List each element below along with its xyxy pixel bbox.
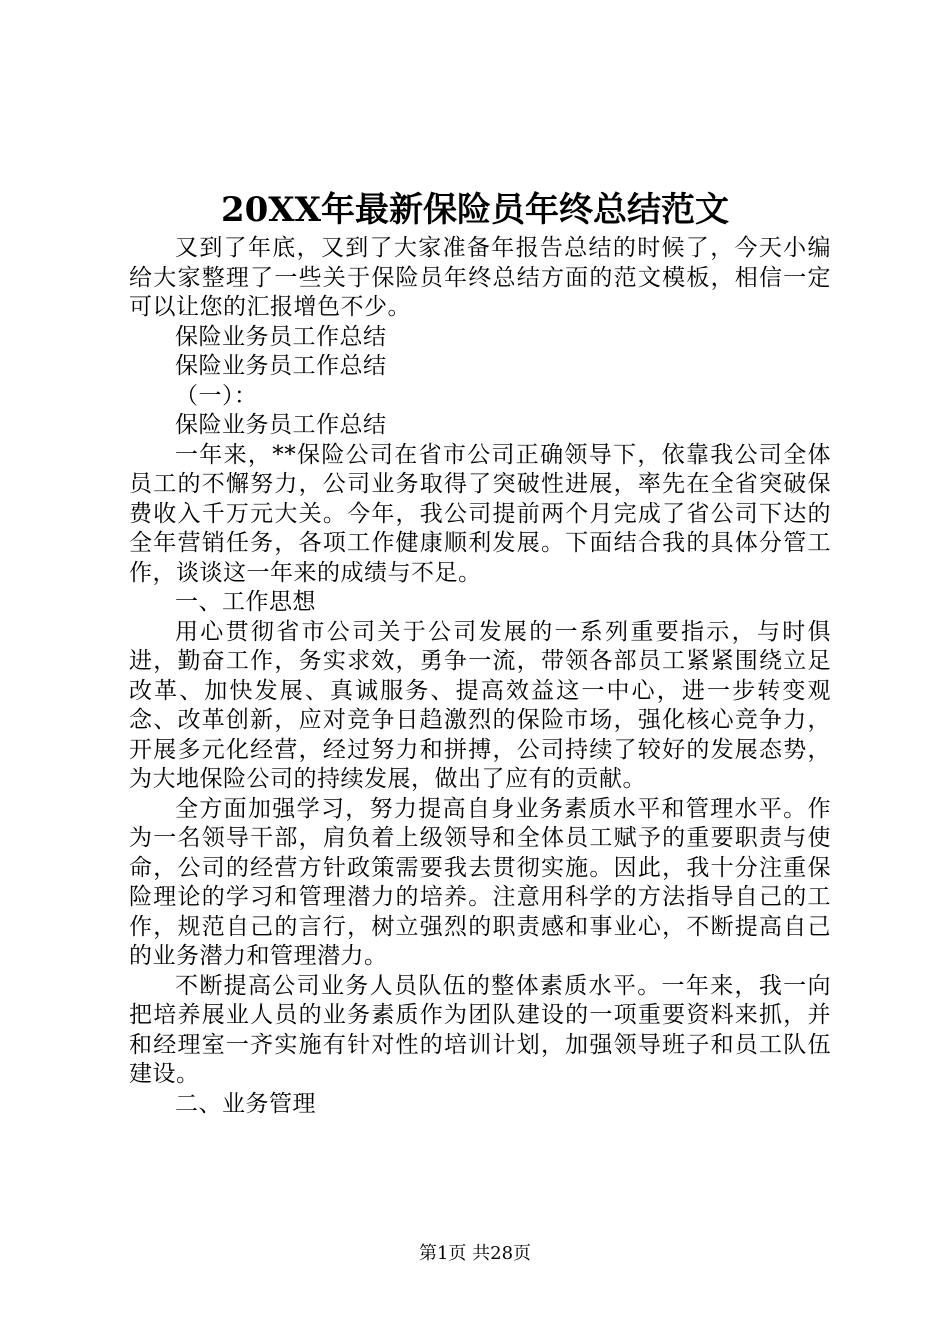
section-heading-business-management: 二、业务管理 xyxy=(175,1090,316,1117)
paragraph-body: 一年来，**保险公司在省市公司正确领导下，依靠我公司全体员工的不懈努力，公司业务取得了突破性进展，率先在全省突破保费收入千万元大关。今年，我公司提前两个月完成了省公司下达的全年营销任务，各项工作健康顺利发展。下面结合我的具体分管工作，谈谈这一年来的成绩与不足。 xyxy=(129,441,831,586)
document-title: 20XX年最新保险员年终总结范文 xyxy=(220,190,730,230)
paragraph-intro: 又到了年底，又到了大家准备年报告总结的时候了，今天小编给大家整理了一些关于保险员年终总结方面的范文模板，相信一定可以让您的汇报增色不少。 xyxy=(129,235,831,320)
paragraph-heading: 保险业务员工作总结 xyxy=(175,353,387,379)
section-heading-work-thinking: 一、工作思想 xyxy=(175,589,316,615)
paragraph-heading: 保险业务员工作总结 xyxy=(175,412,387,438)
paragraph-body: 全方面加强学习，努力提高自身业务素质水平和管理水平。作为一名领导干部，肩负着上级领导和全体员工赋予的重要职责与使命，公司的经营方针政策需要我去贯彻实施。因此，我十分注重保险理论的学习和管理潜力的培养。注意用科学的方法指导自己的工作，规范自己的言行，树立强烈的职责感和事业心，不断提高自己的业务潜力和管理潜力。 xyxy=(129,795,831,969)
document-body xyxy=(129,234,831,1119)
paragraph-heading: 保险业务员工作总结 xyxy=(175,323,387,350)
page-footer: 第1页 共28页 xyxy=(418,1243,532,1264)
paragraph-section-number: （一）： xyxy=(175,382,258,409)
paragraph-body: 不断提高公司业务人员队伍的整体素质水平。一年来，我一向把培养展业人员的业务素质作为团队建设的一项重要资料来抓，并和经理室一齐实施有针对性的培训计划，加强领导班子和员工队伍建设。 xyxy=(129,972,831,1087)
paragraph-body: 用心贯彻省市公司关于公司发展的一系列重要指示，与时俱进，勤奋工作，务实求效，勇争一流，带领各部员工紧紧围绕立足改革、加快发展、真诚服务、提高效益这一中心，进一步转变观念、改革创新，应对竞争日趋激烈的保险市场，强化核心竞争力，开展多元化经营，经过努力和拼搏，公司持续了较好的发展态势，为大地保险公司的持续发展，做出了应有的贡献。 xyxy=(129,618,831,792)
